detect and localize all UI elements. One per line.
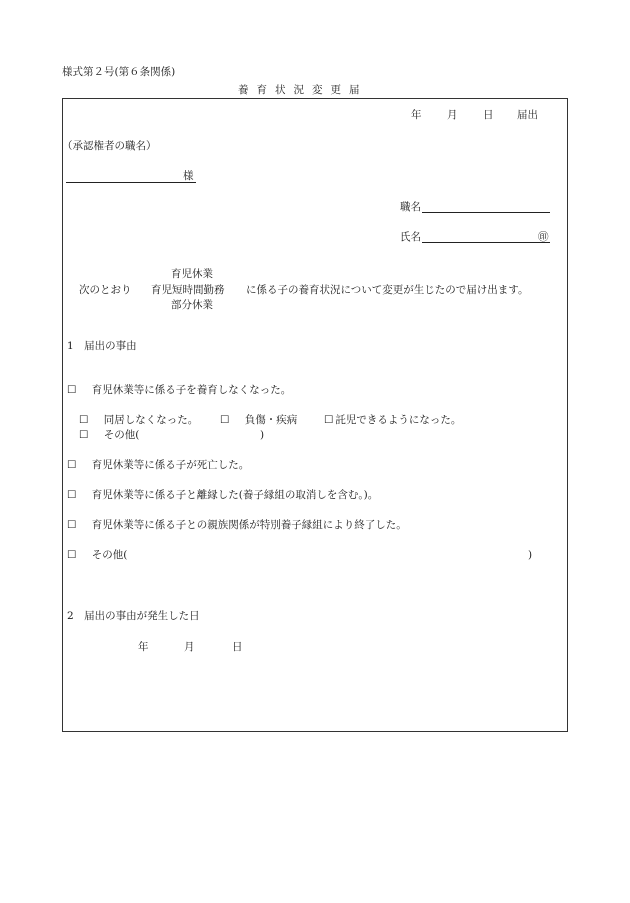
option-partial-leave: 部分休業 [171, 299, 213, 311]
submitted-label: 届出 [517, 109, 538, 121]
sub-reason-other [79, 430, 139, 441]
date-month-label: 月 [447, 109, 458, 121]
sub-reason-daycare [324, 415, 461, 426]
seal-mark: ㊞ [538, 231, 549, 243]
option-short-hours: 育児短時間勤務 [151, 284, 225, 296]
statement-suffix: に係る子の養育状況について変更が生じたので届け出ます。 [246, 284, 529, 296]
position-label: 職名 [400, 201, 421, 213]
reason-1-text: 育児休業等に係る子を養育しなくなった。 [91, 384, 292, 396]
reason-4-text: 育児休業等に係る子との親族関係が特別養子縁組により終了した。 [91, 519, 407, 531]
approver-name-line[interactable] [66, 182, 196, 183]
sub-reason-injury [220, 415, 297, 426]
reason-item-1 [67, 385, 291, 396]
section2-heading: 2 届出の事由が発生した日 [67, 610, 200, 622]
section1-heading: 1 届出の事由 [67, 340, 137, 352]
statement-prefix: 次のとおり [79, 284, 132, 296]
form-number: 様式第２号(第６条関係) [62, 66, 176, 78]
sub-daycare-text: 託児できるようになった。 [335, 414, 462, 426]
date-year-label: 年 [411, 109, 422, 121]
reason-2-checkbox[interactable]: ☐ [67, 459, 77, 471]
option-childcare-leave: 育児休業 [171, 268, 213, 280]
reason-3-checkbox[interactable]: ☐ [67, 489, 77, 501]
position-line[interactable] [422, 212, 550, 213]
reason-other-label: その他( [91, 549, 128, 561]
sub-separate-checkbox[interactable]: ☐ [79, 414, 89, 426]
sub-other-checkbox[interactable]: ☐ [79, 429, 89, 441]
occurrence-year-label: 年 [138, 641, 149, 653]
name-line[interactable] [422, 242, 550, 243]
reason-4-checkbox[interactable]: ☐ [67, 519, 77, 531]
reason-other-close: ) [528, 549, 533, 561]
document-title: 養育状況変更届 [238, 84, 368, 96]
occurrence-month-label: 月 [184, 641, 195, 653]
reason-1-checkbox[interactable]: ☐ [67, 384, 77, 396]
occurrence-day-label: 日 [232, 641, 243, 653]
sub-daycare-checkbox[interactable]: ☐ [324, 414, 334, 426]
approver-honorific: 様 [183, 170, 194, 182]
reason-item-2 [67, 460, 249, 471]
sub-other-label: その他( [103, 429, 140, 441]
reason-2-text: 育児休業等に係る子が死亡した。 [91, 459, 250, 471]
reason-other-checkbox[interactable]: ☐ [67, 549, 77, 561]
sub-injury-checkbox[interactable]: ☐ [220, 414, 230, 426]
sub-reason-row-1 [79, 415, 198, 426]
sub-other-close: ) [260, 429, 265, 441]
reason-other [67, 550, 127, 561]
name-label: 氏名 [400, 231, 421, 243]
sub-injury-text: 負傷・疾病 [244, 414, 298, 426]
reason-3-text: 育児休業等に係る子と離縁した(養子縁組の取消しを含む。)。 [91, 489, 379, 501]
approver-title-label: （承認権者の職名） [62, 140, 157, 152]
sub-separate-text: 同居しなくなった。 [103, 414, 199, 426]
reason-item-3 [67, 490, 378, 501]
reason-item-4 [67, 520, 407, 531]
date-day-label: 日 [483, 109, 494, 121]
